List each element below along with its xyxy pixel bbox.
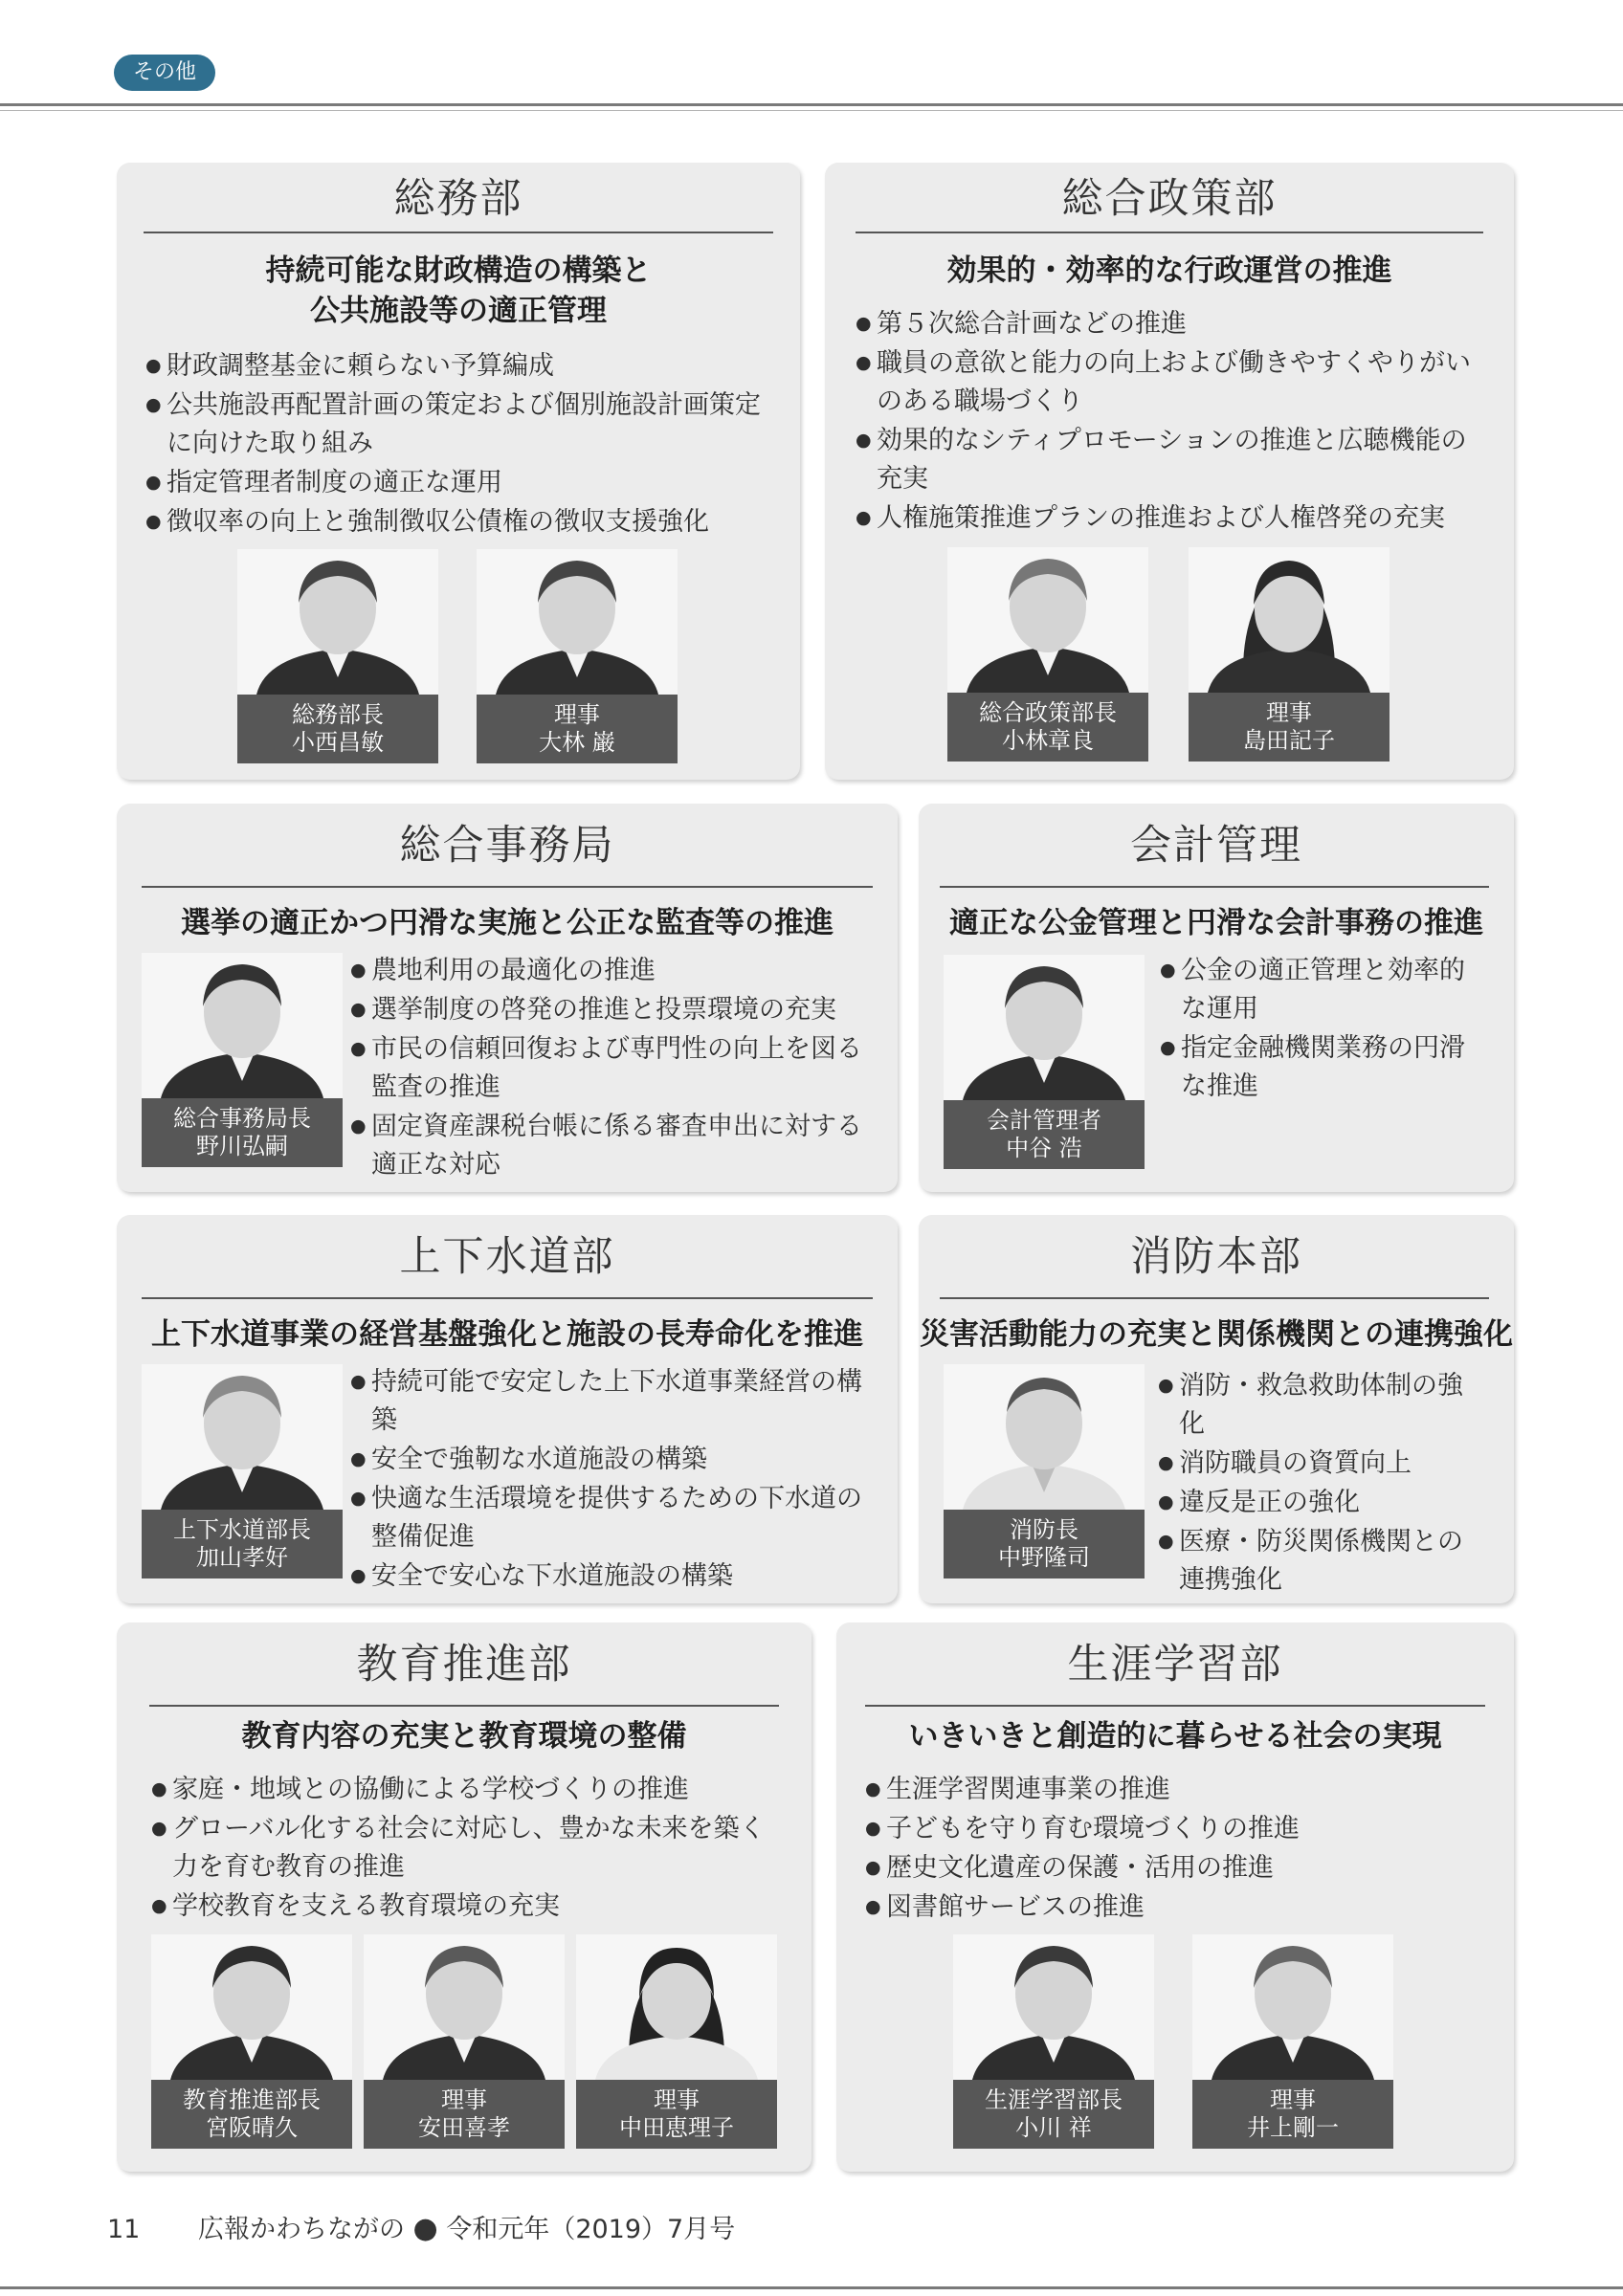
person-caption: [364, 2080, 565, 2149]
bullet-item: ● 選挙制度の啓発の推進と投票環境の充実: [350, 990, 886, 1029]
bullet-item: ● グローバル化する社会に対応し、豊かな未来を築く力を育む教育の推進: [151, 1809, 783, 1887]
portrait-photo: [953, 1934, 1154, 2080]
bullet-list: [1160, 951, 1485, 1106]
bullet-item: ● 公金の適正管理と効率的な運用: [1160, 951, 1485, 1028]
title-rule: [940, 1297, 1489, 1299]
portrait-photo: [364, 1934, 565, 2080]
person-caption: [237, 695, 438, 763]
section-title: 教育推進部: [356, 1641, 572, 1689]
person-caption: [1189, 693, 1390, 762]
person-name: 中田恵理子: [619, 2114, 734, 2141]
portrait-photo: [1192, 1934, 1393, 2080]
person-name: 加山孝好: [196, 1544, 288, 1571]
person-name: 井上剛一: [1247, 2114, 1339, 2141]
person-name: 中野隆司: [998, 1544, 1090, 1571]
section-slogan: いきいきと創造的に暮らせる社会の実現: [908, 1719, 1442, 1754]
section-title: 総合事務局: [399, 822, 615, 870]
page-number: 11: [107, 2215, 141, 2244]
section-title: 生涯学習部: [1067, 1641, 1283, 1689]
portrait-photo: [944, 1364, 1145, 1510]
bullet-item: ● 学校教育を支える教育環境の充実: [151, 1887, 783, 1926]
bullet-list: [350, 951, 886, 1184]
bullet-item: ● 消防職員の資質向上: [1158, 1444, 1483, 1483]
person-role: 総合事務局長: [173, 1105, 311, 1132]
bullet-item: ● 図書館サービスの推進: [865, 1888, 1478, 1927]
portrait-photo: [576, 1934, 777, 2080]
bullet-list: [145, 346, 777, 541]
person-role: 理事: [441, 2086, 487, 2113]
section-title: 上下水道部: [399, 1233, 615, 1281]
bullet-separator-icon: ●: [412, 2212, 438, 2245]
person-card: [1192, 1934, 1393, 2149]
bullet-item: ● 安全で強靭な水道施設の構築: [350, 1440, 886, 1479]
person-caption: [576, 2080, 777, 2149]
title-rule: [940, 886, 1489, 888]
bullet-item: ● 歴史文化遺産の保護・活用の推進: [865, 1848, 1478, 1888]
bullet-item: ● 第５次総合計画などの推進: [856, 304, 1487, 343]
person-card: [142, 1364, 343, 1578]
bullet-item: ● 消防・救急救助体制の強化: [1158, 1366, 1483, 1444]
person-name: 野川弘嗣: [196, 1133, 288, 1159]
portrait-photo: [151, 1934, 352, 2080]
bullet-item: ● 医療・防災関係機関との連携強化: [1158, 1522, 1483, 1600]
title-rule: [142, 1297, 873, 1299]
portrait-photo: [1189, 547, 1390, 693]
person-role: 理事: [554, 701, 600, 728]
bullet-list: [1158, 1366, 1483, 1600]
person-name: 小川 祥: [1015, 2114, 1092, 2141]
title-rule: [865, 1705, 1485, 1707]
bullet-item: ● 子どもを守り育む環境づくりの推進: [865, 1809, 1478, 1848]
person-role: 会計管理者: [987, 1107, 1101, 1134]
person-name: 大林 巌: [539, 729, 615, 756]
person-name: 中谷 浩: [1006, 1135, 1082, 1161]
person-role: 理事: [1270, 2086, 1316, 2113]
bullet-list: [151, 1770, 783, 1926]
section-slogan: 災害活動能力の充実と関係機関との連携強化: [920, 1317, 1513, 1352]
title-rule: [144, 232, 773, 233]
bullet-item: ● 違反是正の強化: [1158, 1483, 1483, 1522]
portrait-photo: [944, 955, 1145, 1100]
footer-rule: [0, 2286, 1623, 2289]
portrait-photo: [142, 1364, 343, 1510]
page-footer: [107, 2208, 735, 2245]
person-caption: [151, 2080, 352, 2149]
person-caption: [1192, 2080, 1393, 2149]
person-role: 上下水道部長: [173, 1516, 311, 1543]
person-caption: [142, 1510, 343, 1578]
section-slogan: 上下水道事業の経営基盤強化と施設の長寿命化を推進: [151, 1317, 863, 1352]
person-name: 小林章良: [1002, 727, 1094, 754]
bullet-item: ● 家庭・地域との協働による学校づくりの推進: [151, 1770, 783, 1809]
section-title: 会計管理: [1130, 822, 1302, 870]
publication-name: 広報かわちながの: [197, 2215, 405, 2244]
section-sogo-jimukyoku: [117, 804, 898, 1192]
section-kaikei: [919, 804, 1514, 1192]
section-slogan-line-1: 持続可能な財政構造の構築と: [265, 254, 652, 288]
title-rule: [856, 232, 1483, 233]
section-sogo-seisaku: [825, 163, 1514, 780]
title-rule: [142, 886, 873, 888]
bullet-item: ● 人権施策推進プランの推進および人権啓発の充実: [856, 498, 1487, 538]
person-name: 宮阪晴久: [206, 2114, 298, 2141]
section-kyoiku: [117, 1623, 812, 2172]
header-rule-thin: [0, 110, 1623, 111]
person-caption: [944, 1510, 1145, 1578]
bullet-list: [350, 1362, 886, 1596]
section-jogesuido: [117, 1215, 898, 1603]
person-caption: [944, 1100, 1145, 1169]
section-slogan: 効果的・効率的な行政運営の推進: [946, 254, 1392, 288]
person-caption: [947, 693, 1148, 762]
bullet-item: ● 持続可能で安定した上下水道事業経営の構築: [350, 1362, 886, 1440]
section-shobo: [919, 1215, 1514, 1603]
section-slogan: 適正な公金管理と円滑な会計事務の推進: [949, 906, 1483, 940]
portrait-photo: [477, 549, 678, 695]
bullet-item: ● 指定金融機関業務の円滑な推進: [1160, 1028, 1485, 1106]
bullet-list: [865, 1770, 1478, 1927]
person-role: 理事: [654, 2086, 700, 2113]
person-card: [151, 1934, 352, 2149]
person-name: 島田記子: [1243, 727, 1335, 754]
section-title: 消防本部: [1130, 1233, 1302, 1281]
section-slogan: 教育内容の充実と教育環境の整備: [241, 1719, 687, 1754]
person-card: [364, 1934, 565, 2149]
bullet-item: ● 効果的なシティプロモーションの推進と広聴機能の充実: [856, 421, 1487, 498]
bullet-item: ● 固定資産課税台帳に係る審査申出に対する適正な対応: [350, 1107, 886, 1184]
bullet-item: ● 徴収率の向上と強制徴収公債権の徴収支援強化: [145, 502, 777, 541]
portrait-photo: [237, 549, 438, 695]
section-title: 総務部: [393, 175, 523, 223]
category-tag: その他: [114, 55, 215, 91]
person-caption: [953, 2080, 1154, 2149]
person-card: [944, 955, 1145, 1169]
portrait-photo: [142, 953, 343, 1098]
bullet-item: ● 安全で安心な下水道施設の構築: [350, 1556, 886, 1596]
person-card: [142, 953, 343, 1167]
person-role: 総合政策部長: [979, 699, 1117, 726]
bullet-item: ● 快適な生活環境を提供するための下水道の整備促進: [350, 1479, 886, 1556]
portrait-photo: [947, 547, 1148, 693]
bullet-item: ● 市民の信頼回復および専門性の向上を図る監査の推進: [350, 1029, 886, 1107]
section-shogai: [836, 1623, 1514, 2172]
person-card: [1189, 547, 1390, 762]
person-card: [576, 1934, 777, 2149]
bullet-item: ● 指定管理者制度の適正な運用: [145, 463, 777, 502]
person-card: [953, 1934, 1154, 2149]
title-rule: [149, 1705, 779, 1707]
section-somu: [117, 163, 800, 780]
person-role: 理事: [1266, 699, 1312, 726]
bullet-item: ● 公共施設再配置計画の策定および個別施設計画策定に向けた取り組み: [145, 386, 777, 463]
bullet-list: [856, 304, 1487, 538]
bullet-item: ● 財政調整基金に頼らない予算編成: [145, 346, 777, 386]
person-card: [477, 549, 678, 763]
section-slogan-line-2: 公共施設等の適正管理: [310, 294, 607, 328]
person-card: [947, 547, 1148, 762]
section-title: 総合政策部: [1061, 175, 1278, 223]
header-rule: [0, 103, 1623, 106]
person-name: 小西昌敏: [292, 729, 384, 756]
issue-label: 令和元年（2019）7月号: [446, 2215, 736, 2244]
person-caption: [477, 695, 678, 763]
bullet-item: ● 農地利用の最適化の推進: [350, 951, 886, 990]
person-role: 教育推進部長: [183, 2086, 321, 2113]
bullet-item: ● 職員の意欲と能力の向上および働きやすくやりがいのある職場づくり: [856, 343, 1487, 421]
person-role: 消防長: [1010, 1516, 1078, 1543]
person-card: [237, 549, 438, 763]
person-name: 安田喜孝: [418, 2114, 510, 2141]
section-slogan: 選挙の適正かつ円滑な実施と公正な監査等の推進: [181, 906, 834, 940]
person-role: 総務部長: [292, 701, 384, 728]
bullet-item: ● 生涯学習関連事業の推進: [865, 1770, 1478, 1809]
person-role: 生涯学習部長: [985, 2086, 1123, 2113]
person-caption: [142, 1098, 343, 1167]
person-card: [944, 1364, 1145, 1578]
